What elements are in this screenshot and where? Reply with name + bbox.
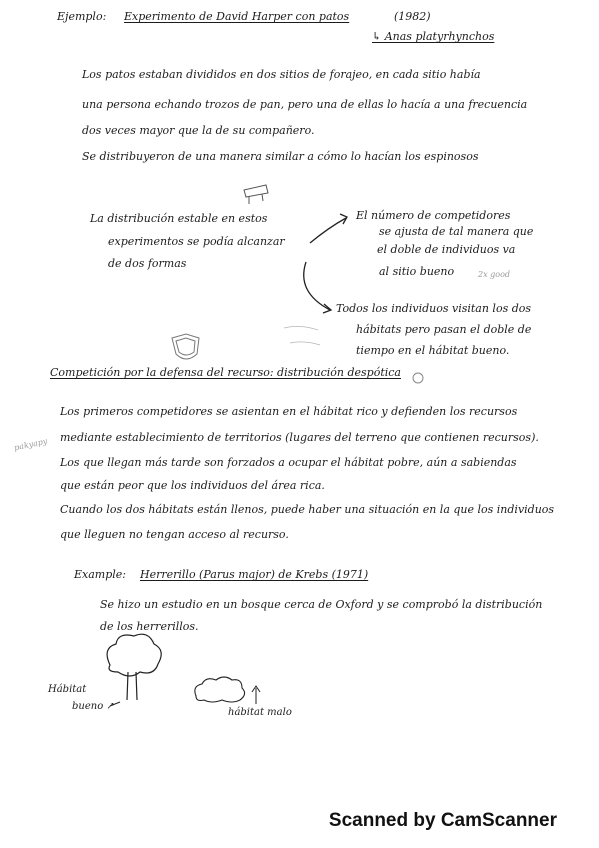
table-doodle <box>244 185 268 204</box>
paragraph3-line: Se hizo un estudio en un bosque cerca de Oxford y se comprobó la distribución <box>100 598 543 611</box>
option2-line: hábitats pero pasan el doble de <box>356 323 532 336</box>
paragraph2-line: que están peor que los individuos del área rica. <box>60 479 325 492</box>
margin-note: pakyapy <box>13 436 49 453</box>
paragraph3-line: de los herrerillos. <box>100 620 199 633</box>
option1-note: 2x good <box>478 270 511 279</box>
option2-line: tiempo en el hábitat bueno. <box>356 344 510 357</box>
faint-scribble <box>284 326 320 345</box>
paragraph2-line: mediante establecimiento de territorios (lugares del terreno que contienen recursos). <box>60 431 539 444</box>
paragraph1-line: una persona echando trozos de pan, pero una de ellas lo hacía a una frecuencia <box>82 98 528 111</box>
option1-line: se ajusta de tal manera que <box>379 225 534 238</box>
bush-icon <box>195 677 245 702</box>
left-block-line: La distribución estable en estos <box>90 212 268 225</box>
option1-line: al sitio bueno <box>379 265 455 278</box>
heading-year: (1982) <box>394 10 431 23</box>
paragraph2-line: Los que llegan más tarde son forzados a ocupar el hábitat pobre, aún a sabiendas <box>60 456 517 469</box>
example2-prefix: Example: <box>74 568 126 581</box>
paragraph2-line: Los primeros competidores se asientan en el hábitat rico y defienden los recursos <box>60 405 518 418</box>
left-block-line: experimentos se podía alcanzar <box>108 235 285 248</box>
paragraph1-line: Los patos estaban divididos en dos sitios de forajeo, en cada sitio había <box>82 68 481 81</box>
left-block-line: de dos formas <box>108 257 187 270</box>
circle-doodle <box>413 373 423 383</box>
bad-habitat-label: hábitat malo <box>228 707 292 718</box>
paragraph2-line: Cuando los dos hábitats están llenos, puede haber una situación en la que los individuos <box>60 503 555 516</box>
good-habitat-label: Hábitat <box>48 684 87 695</box>
heading-title: Experimento de David Harper con patos <box>124 10 350 23</box>
heading-species: ↳ Anas platyrhynchos <box>372 30 495 43</box>
option2-line: Todos los individuos visitan los dos <box>336 302 532 315</box>
heading-prefix: Ejemplo: <box>57 10 107 23</box>
shield-icon <box>172 334 199 359</box>
option1-line: el doble de individuos va <box>377 243 516 256</box>
section-title: Competición por la defensa del recurso: distribución despótica <box>50 366 401 379</box>
arrow-good-habitat <box>110 702 120 706</box>
paragraph1-line: Se distribuyeron de una manera similar a cómo lo hacían los espinosos <box>82 150 479 163</box>
arrow-option2 <box>304 262 330 310</box>
good-habitat-label: bueno ↗ <box>72 701 115 712</box>
camscanner-watermark: Scanned by CamScanner <box>328 810 557 831</box>
arrow-option1 <box>310 218 346 243</box>
paragraph1-line: dos veces mayor que la de su compañero. <box>82 124 315 137</box>
example2-title: Herrerillo (Parus major) de Krebs (1971) <box>140 568 369 581</box>
option1-line: El número de competidores <box>356 209 511 222</box>
tree-icon <box>107 634 161 700</box>
paragraph2-line: que lleguen no tengan acceso al recurso. <box>60 528 289 541</box>
